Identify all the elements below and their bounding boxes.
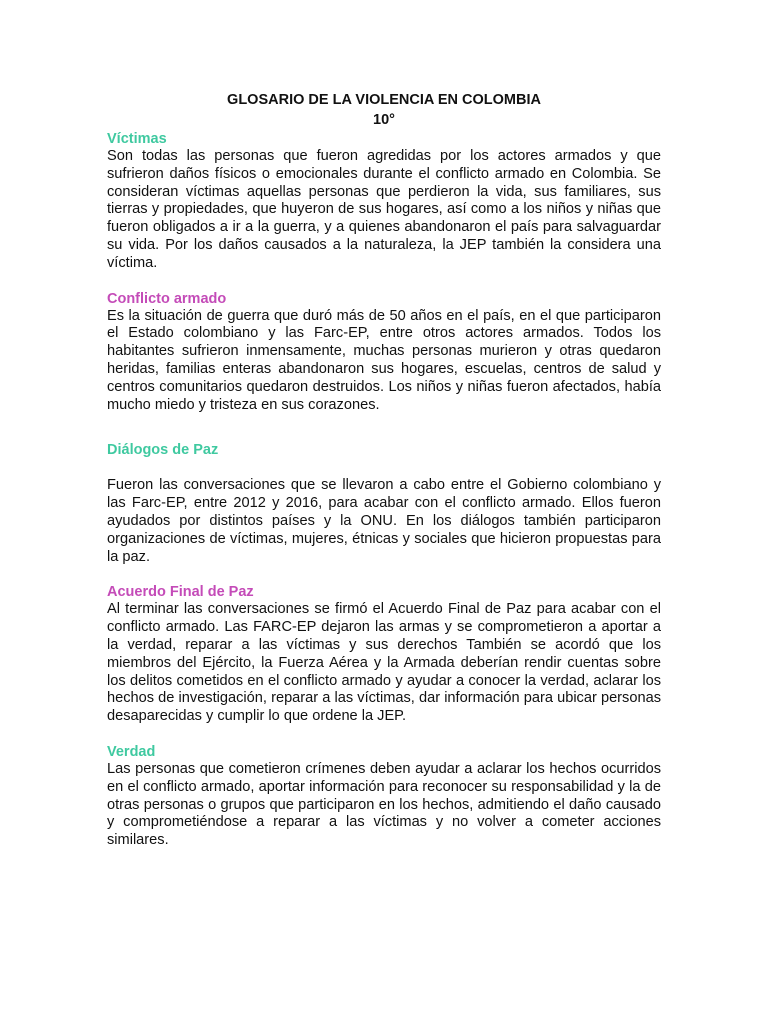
section-heading-acuerdo-final-de-paz: Acuerdo Final de Paz — [107, 584, 254, 601]
section-victimas — [107, 130, 661, 273]
section-body-victimas: Son todas las personas que fueron agredidas por los actores armados y que sufrieron daños físicos o emocionales durante el conflicto armado en Colombia. Se consideran víctimas aquellas personas que perdieron la vida, sus familiares, sus tierras y propiedades, que huyeron de sus hogares, así como a los niños y niñas que fueron obligados a ir a la guerra, y a quienes abandonaron el país para salvaguardar su vida. Por los daños causados a la naturaleza, la JEP también la considera una víctima. — [107, 148, 661, 271]
section-verdad — [107, 743, 661, 850]
section-body-verdad: Las personas que cometieron crímenes deben ayudar a aclarar los hechos ocurridos en el conflicto armado, aportar información para reconocer su responsabilidad y la de otras personas o grupos que participaron en los hechos, admitiendo el daño causado y comprometiéndose a reparar a las víctimas y no volver a cometer acciones similares. — [107, 760, 661, 849]
section-conflicto-armado — [107, 290, 661, 415]
section-body-acuerdo-final-de-paz: Al terminar las conversaciones se firmó el Acuerdo Final de Paz para acabar con el conflicto armado. Las FARC-EP dejaron las armas y se comprometieron a aportar a la verdad, reparar a las víctimas y sus derechos También se acordó que los miembros del Ejército, la Fuerza Aérea y la Armada deberían rendir cuentas sobre los delitos cometidos en el conflicto armado y ayudar a conocer la verdad, aclarar los hechos de investigación, reparar a las víctimas, dar información para ubicar personas desaparecidas y cumplir lo que ordene la JEP. — [107, 601, 661, 725]
document-grade: 10° — [373, 112, 395, 128]
section-dialogos-de-paz — [107, 441, 661, 566]
section-heading-verdad: Verdad — [107, 743, 156, 760]
document-page — [107, 91, 661, 850]
section-body-conflicto-armado: Es la situación de guerra que duró más de 50 años en el país, en el que participaron el Estado colombiano y las Farc-EP, entre otros actores armados. Todos los habitantes sufrieron inmensamente, muchas personas murieron y otras quedaron heridas, familias enteras abandonaron sus hogares, escuelas, centros de salud y centros comunitarios quedaron destruidos. Los niños y niñas fueron afectados, había mucho miedo y tristeza en sus corazones. — [107, 307, 661, 413]
section-heading-victimas: Víctimas — [107, 131, 167, 147]
section-heading-dialogos-de-paz: Diálogos de Paz — [107, 442, 219, 459]
document-title: GLOSARIO DE LA VIOLENCIA EN COLOMBIA — [227, 92, 541, 108]
section-body-dialogos-de-paz: Fueron las conversaciones que se llevaron a cabo entre el Gobierno colombiano y las Farc-EP, entre 2012 y 2016, para acabar con el conflicto armado. Ellos fueron ayudados por distintos países y la ONU. En los diálogos también participaron organizaciones de víctimas, mujeres, étnicas y sociales que hicieron propuestas para la paz. — [107, 477, 661, 565]
section-heading-conflicto-armado: Conflicto armado — [107, 290, 227, 307]
section-acuerdo-final-de-paz — [107, 583, 661, 726]
